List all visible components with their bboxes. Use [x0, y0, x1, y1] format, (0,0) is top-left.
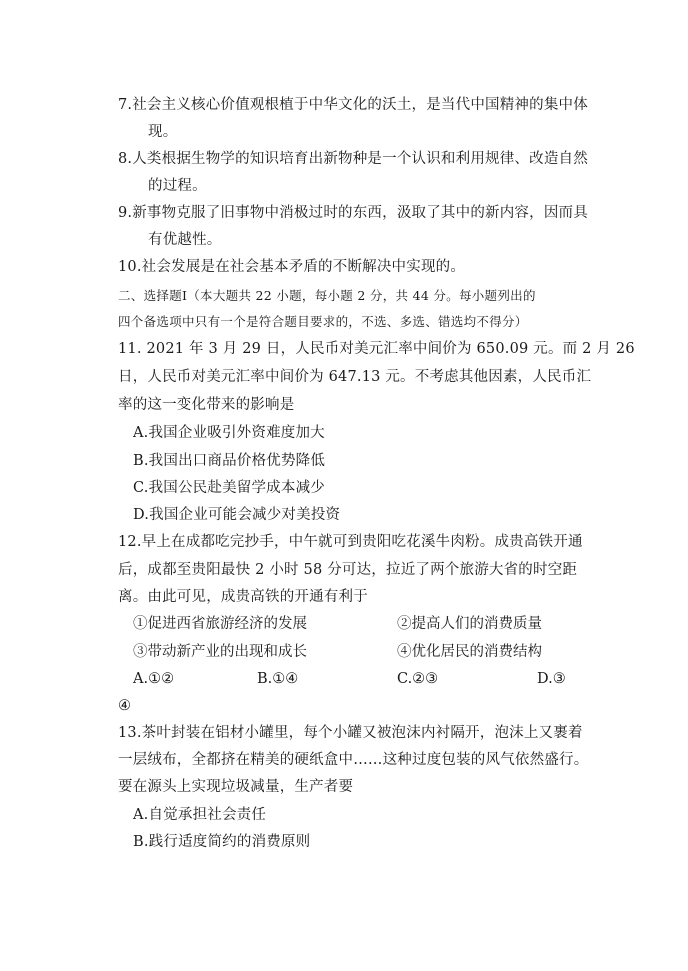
section-header-line-1: 二、选择题Ⅰ（本大题共 22 小题，每小题 2 分，共 44 分。每小题列出的 — [118, 288, 536, 303]
question-9-line-1: 9.新事物克服了旧事物中消极过时的东西，汲取了其中的新内容，因而具 — [118, 205, 588, 221]
question-12-choice-d-wrap: ④ — [118, 698, 131, 714]
question-13-option-b: B.践行适度简约的消费原则 — [133, 834, 311, 850]
question-12-item-3: ③带动新产业的出现和成长 — [133, 644, 307, 660]
question-12-item-4: ④优化居民的消费结构 — [397, 644, 542, 660]
question-8-line-1: 8.人类根据生物学的知识培育出新物种是一个认识和利用规律、改造自然 — [118, 151, 588, 167]
question-13-line-2: 一层绒布，全都挤在精美的硬纸盒中……这种过度包装的风气依然盛行。 — [118, 752, 589, 768]
question-12-choice-d: D.③ — [537, 671, 566, 687]
question-11-line-2: 日，人民币对美元汇率中间价为 647.13 元。不考虑其他因素，人民币汇 — [118, 369, 592, 385]
section-header-line-2: 四个备选项中只有一个是符合题目要求的，不选、多选、错选均不得分） — [118, 314, 528, 329]
question-11-option-c: C.我国公民赴美留学成本减少 — [133, 480, 325, 496]
question-13-line-1: 13.茶叶封装在铝材小罐里，每个小罐又被泡沫内衬隔开，泡沫上又裹着 — [118, 725, 583, 741]
question-11-line-3: 率的这一变化带来的影响是 — [118, 397, 295, 413]
question-12-item-1: ①促进西省旅游经济的发展 — [133, 616, 307, 632]
question-12-line-2: 后，成都至贵阳最快 2 小时 58 分可达，拉近了两个旅游大省的时空距 — [118, 562, 578, 578]
question-10-line-1: 10.社会发展是在社会基本矛盾的不断解决中实现的。 — [118, 259, 466, 275]
question-12-choice-a: A.①② — [133, 671, 175, 687]
question-11-line-1: 11. 2021 年 3 月 29 日，人民币对美元汇率中间价为 650.09 元。而 2 月 26 — [118, 341, 635, 357]
question-12-line-3: 离。由此可见，成贵高铁的开通有利于 — [118, 589, 368, 605]
question-11-option-a: A.我国企业吸引外资难度加大 — [133, 425, 325, 441]
question-13-option-a: A.自觉承担社会责任 — [133, 807, 267, 823]
question-13-line-3: 要在源头上实现垃圾减量，生产者要 — [118, 779, 354, 795]
question-12-choice-b: B.①④ — [257, 671, 299, 687]
question-7-line-1: 7.社会主义核心价值观根植于中华文化的沃土，是当代中国精神的集中体 — [118, 97, 588, 113]
question-11-option-b: B.我国出口商品价格优势降低 — [133, 453, 326, 469]
question-9-line-2: 有优越性。 — [148, 232, 222, 248]
question-7-line-2: 现。 — [148, 124, 178, 140]
question-12-item-2: ②提高人们的消费质量 — [397, 616, 542, 632]
question-11-option-d: D.我国企业可能会减少对美投资 — [133, 507, 341, 523]
question-12-choice-c: C.②③ — [397, 671, 439, 687]
question-12-line-1: 12.早上在成都吃完抄手，中午就可到贵阳吃花溪牛肉粉。成贵高铁开通 — [118, 534, 583, 550]
question-8-line-2: 的过程。 — [148, 178, 207, 194]
